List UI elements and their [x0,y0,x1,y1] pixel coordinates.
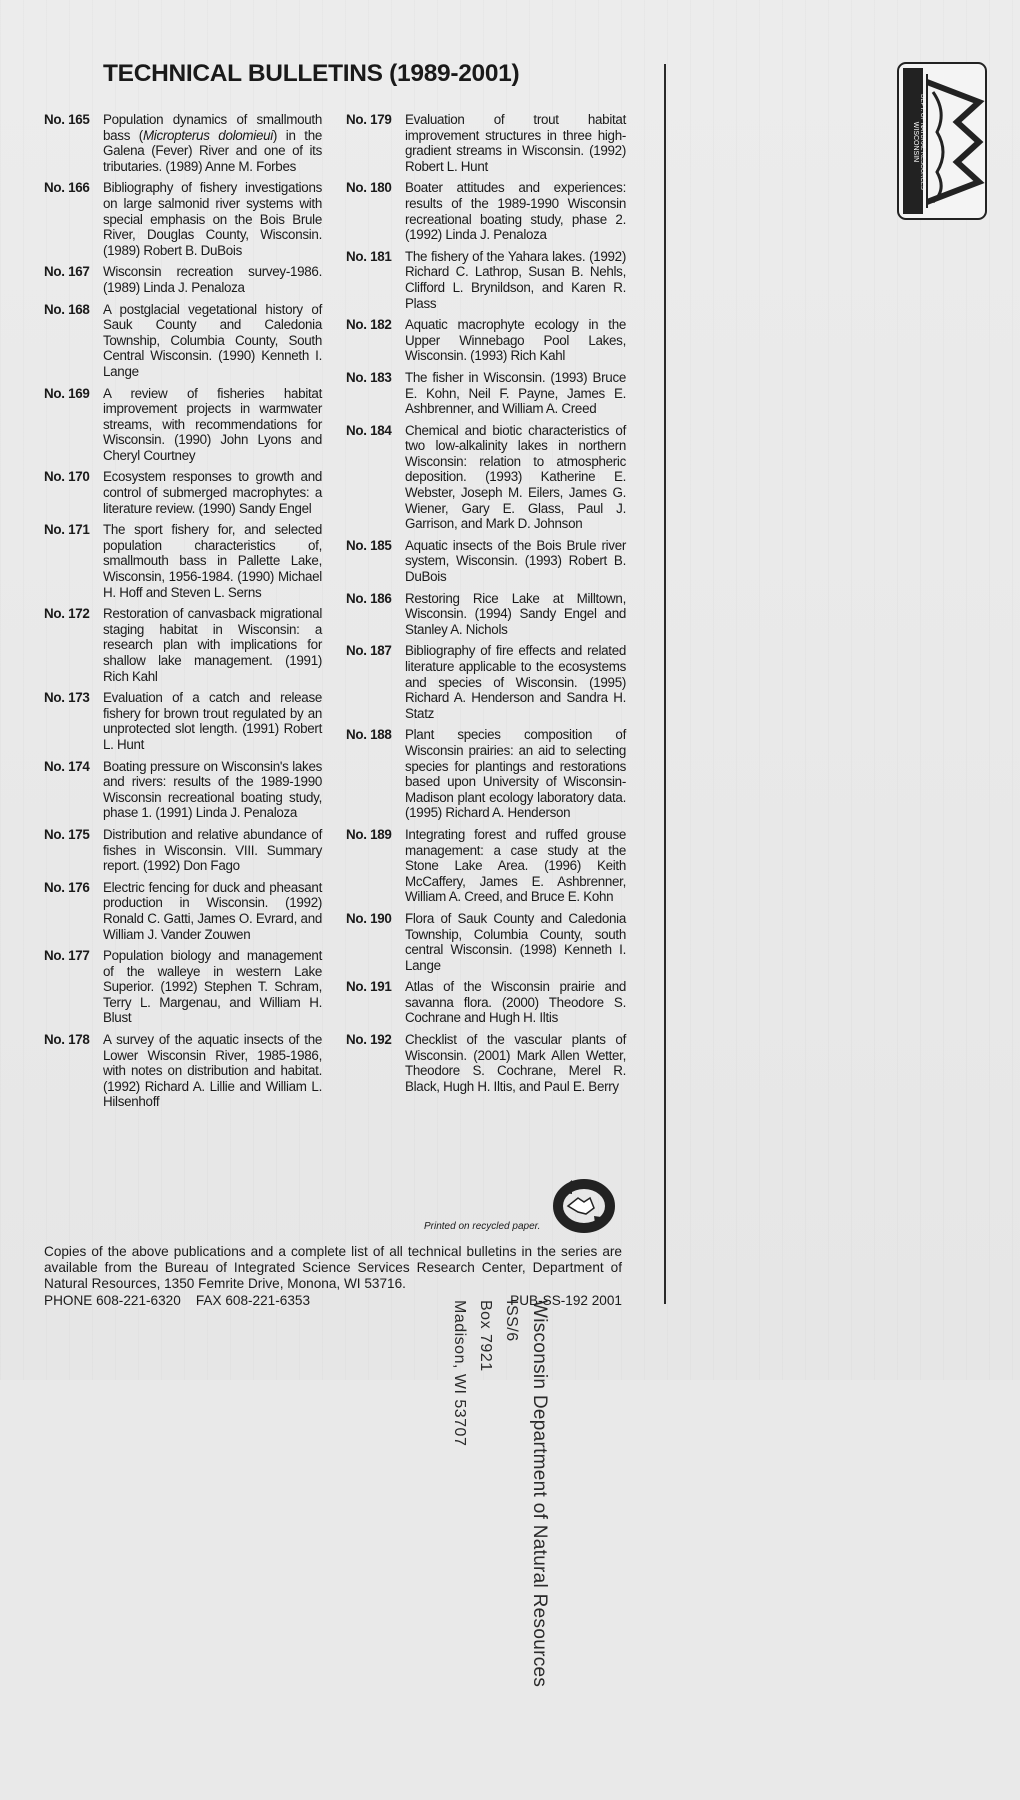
bulletin-description: Aquatic insects of the Bois Brule river system, Wisconsin. (1993) Robert B. DuBois [405,537,626,585]
bulletin-entry [44,759,322,821]
address-line-3: Box 7921 [477,1300,494,1372]
bulletin-description: The fishery of the Yahara lakes. (1992) Richard C. Lathrop, Susan B. Nehls, Clifford L. Brynildson, and Karen R. Plass [405,248,626,311]
bulletin-description: Boating pressure on Wisconsin's lakes and rivers: results of the 1989-1990 Wisconsin recreational boating study, phase 1. (1991) Linda J. Penaloza [103,758,322,821]
bulletin-number: No. 170 [44,469,90,485]
bulletin-entry [44,522,322,600]
bulletin-description: Population biology and management of the walleye in western Lake Superior. (1992) Stephen T. Schram, Terry L. Margenau, and William H. Blust [103,948,322,1026]
bulletin-number: No. 186 [346,590,392,606]
bulletin-entry [44,302,322,380]
bulletin-description: Flora of Sauk County and Caledonia Township, Columbia County, south central Wisconsin. (1998) Kenneth I. Lange [405,910,626,973]
footer-availability-text: Copies of the above publications and a complete list of all technical bulletins in the series are available from the Bureau of Integrated Science Services Research Center, Department of Natural Resources, 1350 Femrite Drive, Monona, WI 53716. [44,1244,622,1291]
bulletin-entry [346,827,626,905]
bulletin-number: No. 174 [44,758,90,774]
bulletin-description: Boater attitudes and experiences: results of the 1989-1990 Wisconsin recreational boating study, phase 2. (1992) Linda J. Penaloza [405,180,626,243]
bulletin-entry [346,249,626,311]
bulletin-number: No. 172 [44,606,90,622]
address-line-2: ISS/6 [503,1300,520,1342]
bulletin-number: No. 173 [44,690,90,706]
bulletin-entry [346,112,626,174]
bulletin-entry [44,264,322,295]
bulletin-entry [346,1032,626,1094]
bulletin-description: Chemical and biotic characteristics of two low-alkalinity lakes in northern Wisconsin: relation to atmospheric deposition. (1993) Katherine E. Webster, Joseph M. Eilers, James G. Wiener, Gary E. Glass, Paul J. Garrison, and Mark D. Johnson [405,422,626,532]
wisconsin-dnr-logo [897,62,987,220]
bulletin-number: No. 190 [346,910,392,926]
bulletin-number: No. 192 [346,1032,392,1048]
bulletin-description: A postglacial vegetational history of Sauk County and Caledonia Township, Columbia County, South Central Wisconsin. (1990) Kenneth I. Lange [103,301,322,379]
bulletin-entry [44,469,322,516]
bulletin-number: No. 191 [346,979,392,995]
bulletin-entry [346,643,626,721]
bulletin-description: Plant species composition of Wisconsin prairies: an aid to selecting species for plantings and restorations based upon University of Wisconsin-Madison plant ecology laboratory data. (1995) Richard A. Henderson [405,727,626,821]
bulletin-entry [44,386,322,464]
bulletin-entry [346,979,626,1026]
bulletin-description: Checklist of the vascular plants of Wisconsin. (2001) Mark Allen Wetter, Theodore S. Cochrane, Merel R. Black, Hugh H. Iltis, and Paul E. Berry [405,1032,626,1094]
bulletin-entry [44,112,322,174]
bulletin-description: Evaluation of trout habitat improvement structures in three high-gradient streams in Wisconsin. (1992) Robert L. Hunt [405,112,626,174]
bulletin-description: Wisconsin recreation survey-1986. (1989) Linda J. Penaloza [103,264,322,295]
bulletin-number: No. 169 [44,385,90,401]
bulletin-number: No. 177 [44,948,90,964]
bulletin-entry [44,880,322,942]
bulletin-entry [44,1032,322,1110]
bulletin-number: No. 188 [346,727,392,743]
bulletin-entry [346,423,626,532]
mailing-address [210,1300,550,1800]
address-org: Wisconsin Department of Natural Resources [529,1300,550,1688]
bulletin-number: No. 168 [44,301,90,317]
bulletin-entry [44,948,322,1026]
bulletin-number: No. 182 [346,317,392,333]
bulletin-description: Bibliography of fishery investigations on large salmonid river systems with special emphasis on the Bois Brule River, Douglas County, Wisconsin. (1989) Robert B. DuBois [103,180,322,258]
bulletin-description: Atlas of the Wisconsin prairie and savanna flora. (2000) Theodore S. Cochrane and Hugh H. Iltis [405,979,626,1026]
logo-text-dept: DEPT. OF NATURAL RESOURCES [919,94,925,190]
bulletin-description: The sport fishery for, and selected population characteristics of, smallmouth bass in Pallette Lake, Wisconsin, 1956-1984. (1990) Michael H. Hoff and Steven L. Serns [103,522,322,600]
bulletin-entry [346,180,626,242]
bulletin-number: No. 183 [346,369,392,385]
bulletin-number: No. 167 [44,264,90,280]
bulletin-number: No. 180 [346,180,392,196]
page-title: TECHNICAL BULLETINS (1989-2001) [103,60,520,87]
bulletin-description: The fisher in Wisconsin. (1993) Bruce E. Kohn, Neil F. Payne, James E. Ashbrenner, and William A. Creed [405,369,626,417]
vertical-divider [664,64,666,1304]
bulletin-number: No. 178 [44,1032,90,1048]
bulletin-number: No. 181 [346,248,392,264]
printed-on-recycled-note: Printed on recycled paper. [424,1221,541,1232]
bulletin-description: Aquatic macrophyte ecology in the Upper Winnebago Pool Lakes, Wisconsin. (1993) Rich Kahl [405,317,626,364]
bulletin-number: No. 176 [44,879,90,895]
bulletin-entry [346,370,626,417]
bulletin-number: No. 185 [346,537,392,553]
bulletin-entry [346,727,626,821]
bulletin-number: No. 171 [44,522,90,538]
bulletin-description: A review of fisheries habitat improvement projects in warmwater streams, with recommendations for Wisconsin. (1990) John Lyons and Cheryl Courtney [103,385,322,463]
bulletin-number: No. 189 [346,826,392,842]
bulletin-description: A survey of the aquatic insects of the Lower Wisconsin River, 1985-1986, with notes on distribution and habitat. (1992) Richard A. Lillie and William L. Hilsenhoff [103,1032,322,1110]
publication-code: PUB-SS-192 2001 [510,1293,622,1308]
bulletin-description: Restoration of canvasback migrational staging habitat in Wisconsin: a research plan with implications for shallow lake management. (1991) Rich Kahl [103,606,322,684]
bulletin-description: Ecosystem responses to growth and control of submerged macrophytes: a literature review. (1990) Sandy Engel [103,469,322,516]
bulletin-description: Population dynamics of smallmouth bass (Micropterus dolomieui) in the Galena (Fever) River and one of its tributaries. (1989) Anne M. Forbes [103,112,323,174]
bulletin-description: Integrating forest and ruffed grouse management: a case study at the Stone Lake Area. (1996) Keith McCaffery, James E. Ashbrenner, William A. Creed, and Bruce E. Kohn [405,826,626,905]
bulletin-number: No. 175 [44,826,90,842]
bulletin-description: Evaluation of a catch and release fishery for brown trout regulated by an unprotected slot length. (1991) Robert L. Hunt [103,690,322,752]
bulletin-entry [44,606,322,684]
bulletin-entry [44,827,322,874]
bulletin-description: Restoring Rice Lake at Milltown, Wisconsin. (1994) Sandy Engel and Stanley A. Nichols [405,590,626,637]
phone-fax: PHONE 608-221-6320 FAX 608-221-6353 [44,1293,311,1308]
bulletin-description: Distribution and relative abundance of fishes in Wisconsin. VIII. Summary report. (1992) Don Fago [103,826,322,874]
bulletin-entry [44,180,322,258]
bulletin-column-left [44,112,322,1116]
bulletin-entry [346,317,626,364]
bulletin-column-right [346,112,626,1100]
bulletin-number: No. 166 [44,180,90,196]
bulletin-entry [346,591,626,638]
bulletin-description: Bibliography of fire effects and related literature applicable to the ecosystems and species of Wisconsin. (1995) Richard A. Henderson and Sandra H. Statz [405,643,626,721]
bulletin-description: Electric fencing for duck and pheasant production in Wisconsin. (1992) Ronald C. Gatti, James O. Evrard, and William J. Vander Zouwen [103,879,322,942]
logo-text-wisconsin: WISCONSIN [912,121,919,163]
bulletin-number: No. 165 [44,112,90,127]
bulletin-entry [44,690,322,752]
bulletin-number: No. 187 [346,643,392,659]
bulletin-number: No. 184 [346,422,392,438]
address-line-4: Madison, WI 53707 [451,1300,468,1447]
recycle-icon [538,1172,622,1236]
bulletin-entry [346,538,626,585]
bulletin-entry [346,911,626,973]
bulletin-number: No. 179 [346,112,392,127]
